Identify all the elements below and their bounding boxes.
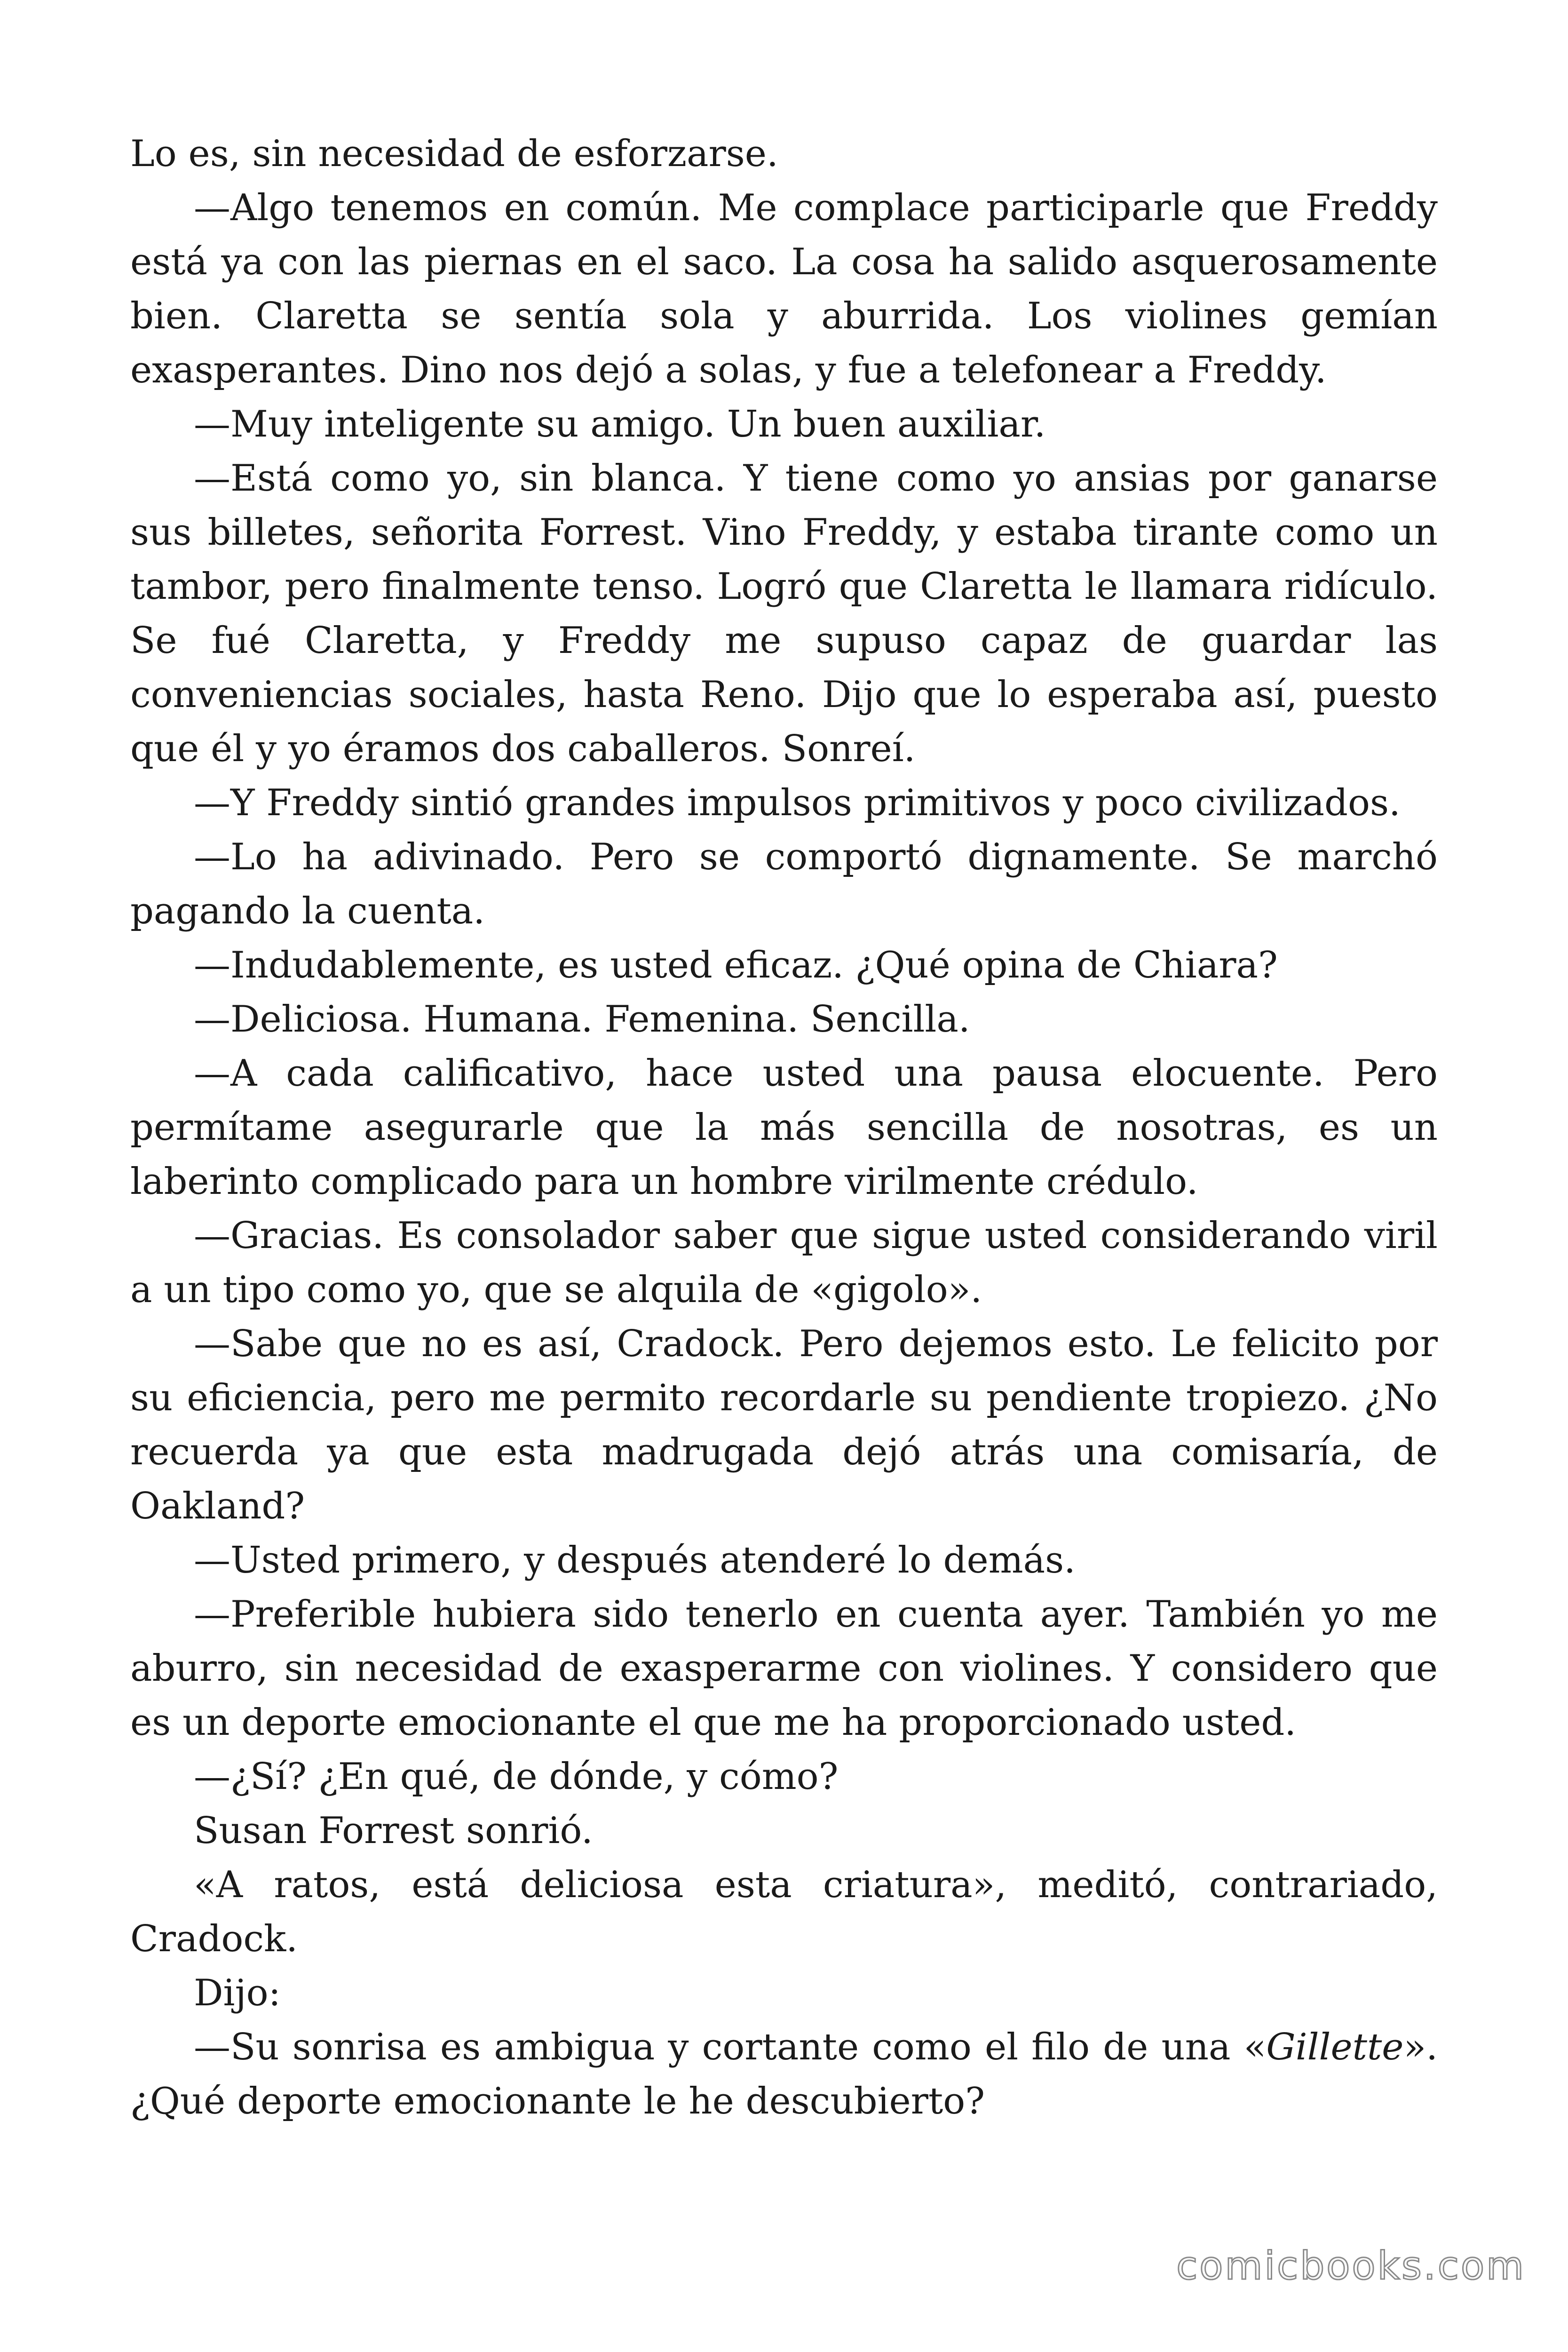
text-run: ». ¿Qué deporte emocionante le he descubierto? bbox=[130, 2026, 1438, 2122]
paragraph: —¿Sí? ¿En qué, de dónde, y cómo? bbox=[194, 1756, 839, 1798]
paragraph: Dijo: bbox=[194, 1972, 281, 2014]
paragraph: —Deliciosa. Humana. Femenina. Sencilla. bbox=[194, 998, 970, 1041]
paragraph: Susan Forrest sonrió. bbox=[194, 1810, 593, 1852]
paragraph: —Usted primero, y después atenderé lo demás. bbox=[194, 1539, 1076, 1581]
text-run: —Su sonrisa es ambigua y cortante como el filo de una « bbox=[194, 2026, 1267, 2068]
paragraph: —Muy inteligente su amigo. Un buen auxiliar. bbox=[194, 403, 1046, 445]
watermark: comicbooks.com bbox=[1176, 2244, 1526, 2288]
paragraph: —Indudablemente, es usted eficaz. ¿Qué opina de Chiara? bbox=[194, 944, 1278, 986]
paragraph: «A ratos, está deliciosa esta criatura», meditó, contrariado, Cradock. bbox=[130, 1864, 1438, 1960]
paragraph-last bbox=[130, 2020, 1438, 2129]
body-text bbox=[130, 127, 1438, 2129]
paragraph: Lo es, sin necesidad de esforzarse. bbox=[130, 133, 778, 175]
paragraph: —Gracias. Es consolador saber que sigue usted considerando viril a un tipo como yo, que se alquila de «gigolo». bbox=[130, 1215, 1438, 1311]
italic-brand-name: Gillette bbox=[1266, 2026, 1404, 2068]
paragraph: —Y Freddy sintió grandes impulsos primitivos y poco civilizados. bbox=[194, 782, 1401, 824]
paragraph: —Algo tenemos en común. Me complace participarle que Freddy está ya con las piernas en el saco. La cosa ha salido asquerosamente bien. Claretta se sentía sola y aburrida. Los violines gemían exasperantes. Dino nos dejó a solas, y fue a telefonear a Freddy. bbox=[130, 187, 1438, 391]
paragraph: —Lo ha adivinado. Pero se comportó dignamente. Se marchó pagando la cuenta. bbox=[130, 836, 1438, 932]
paragraph: —A cada calificativo, hace usted una pausa elocuente. Pero permítame asegurarle que la más sencilla de nosotras, es un laberinto complicado para un hombre virilmente crédulo. bbox=[130, 1052, 1438, 1203]
paragraph: —Está como yo, sin blanca. Y tiene como yo ansias por ganarse sus billetes, señorita Forrest. Vino Freddy, y estaba tirante como un tambor, pero finalmente tenso. Logró que Claretta le llamara ridículo. Se fué Claretta, y Freddy me supuso capaz de guardar las conveniencias sociales, hasta Reno. Dijo que lo esperaba así, puesto que él y yo éramos dos caballeros. Sonreí. bbox=[130, 457, 1438, 770]
paragraph: —Preferible hubiera sido tenerlo en cuenta ayer. También yo me aburro, sin necesidad de exasperarme con violines. Y considero que es un deporte emocionante el que me ha proporcionado usted. bbox=[130, 1593, 1438, 1744]
paragraph: —Sabe que no es así, Cradock. Pero dejemos esto. Le felicito por su eficiencia, pero me permito recordarle su pendiente tropiezo. ¿No recuerda ya que esta madrugada dejó atrás una comisaría, de Oakland? bbox=[130, 1323, 1438, 1527]
